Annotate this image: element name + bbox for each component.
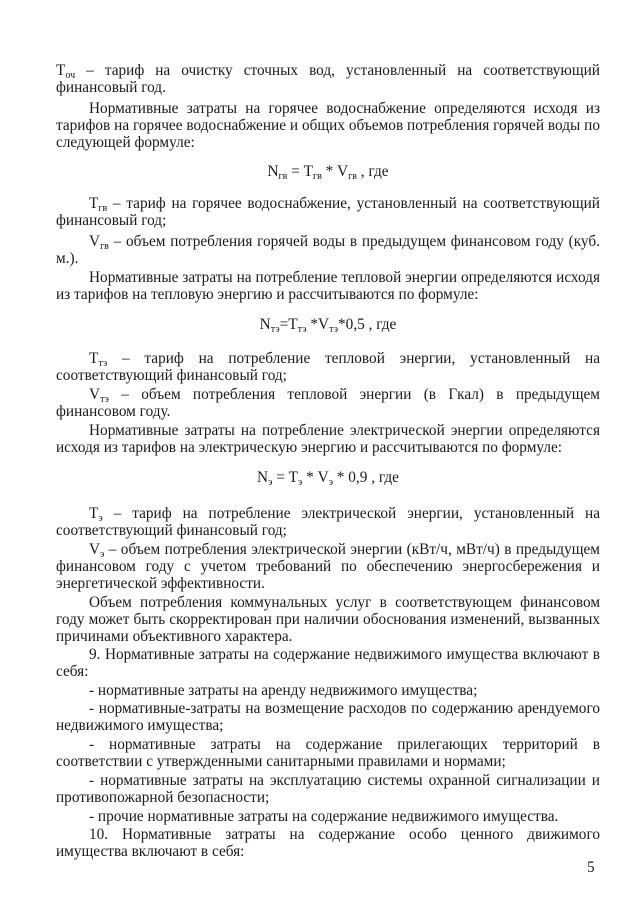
paragraph-text: – тариф на горячее водоснабжение, установленный на соответствующий финансовый год;	[56, 195, 600, 229]
list-item: - прочие нормативные затраты на содержание недвижимого имущества.	[89, 808, 559, 825]
formula-subscript: гв	[312, 171, 322, 182]
symbol: Т	[89, 195, 99, 212]
formula-subscript: гв	[278, 171, 288, 182]
formula-term: N	[257, 469, 269, 486]
section-10-heading: 10. Нормативные затраты на содержание особо ценного движимого имущества включают в себя:	[56, 826, 600, 860]
paragraph-text: – объем потребления тепловой энергии (в Гкал) в предыдущем финансовом году.	[56, 386, 600, 420]
symbol: Т	[56, 62, 66, 79]
formula-term: Т	[288, 469, 299, 486]
paragraph-vte-definition	[56, 386, 600, 420]
formula-operator: =	[287, 163, 304, 180]
paragraph-text: – тариф на потребление тепловой энергии, установленный на соответствующий финансовый год;	[56, 350, 600, 384]
paragraph-text: – тариф на очистку сточных вод, установленный на соответствующий финансовый год.	[56, 62, 600, 96]
formula-tail: * 0,9 , где	[332, 469, 399, 486]
paragraph-text: – объем потребления горячей воды в предыдущем финансовом году (куб. м.).	[56, 233, 600, 267]
formula-operator: *	[321, 163, 338, 180]
symbol: Т	[89, 350, 99, 367]
formula-subscript: тэ	[270, 324, 280, 335]
formula-term: V	[337, 163, 349, 180]
formula-term: N	[267, 163, 279, 180]
paragraph-ve-definition	[56, 541, 600, 592]
formula-operator: *	[302, 469, 318, 486]
formula-subscript: гв	[348, 171, 357, 182]
formula-operator: *	[306, 316, 319, 333]
formula-term: Т	[303, 163, 313, 180]
symbol-subscript: э	[100, 549, 105, 560]
formula-subscript: э	[268, 477, 273, 488]
symbol-subscript: тэ	[100, 394, 109, 405]
list-item: - нормативные-затраты на возмещение расходов по содержанию арендуемого недвижимого имущества;	[56, 700, 600, 734]
formula-term: Т	[288, 316, 298, 333]
paragraph-tte-definition	[56, 350, 600, 384]
symbol: Т	[89, 505, 99, 522]
symbol-subscript: гв	[98, 203, 108, 214]
paragraph-toch-definition	[56, 62, 600, 96]
formula-term: V	[318, 316, 330, 333]
list-item: - нормативные затраты на аренду недвижимого имущества;	[89, 682, 478, 699]
formula-subscript: э	[298, 477, 303, 488]
paragraph-heat-intro: Нормативные затраты на потребление тепловой энергии определяются исходя из тарифов на тепловую энергию и рассчитываются по формуле:	[56, 269, 600, 303]
formula-operator: =	[272, 469, 289, 486]
symbol-subscript: гв	[100, 241, 109, 252]
symbol: V	[89, 386, 101, 403]
formula-heat	[56, 316, 600, 333]
paragraph-utilities-adjustment: Объем потребления коммунальных услуг в соответствующем финансовом году может быть скорректирован при наличии обоснования изменений, вызванных причинами объективного характера.	[56, 594, 600, 645]
formula-subscript: э	[328, 477, 333, 488]
formula-operator: =	[279, 316, 289, 333]
symbol-subscript: оч	[65, 70, 76, 81]
list-item: - нормативные затраты на эксплуатацию системы охранной сигнализации и противопожарной безопасности;	[56, 772, 600, 806]
section-9-heading: 9. Нормативные затраты на содержание недвижимого имущества включают в себя:	[56, 646, 600, 680]
paragraph-tgv-definition	[56, 195, 600, 229]
paragraph-hot-water-intro: Нормативные затраты на горячее водоснабжение определяются исходя из тарифов на горячее водоснабжение и общих объемов потребления горячей воды по следующей формуле:	[56, 100, 600, 151]
paragraph-text: – тариф на потребление электрической энергии, установленный на соответствующий финансовый год;	[56, 505, 600, 539]
formula-term: V	[317, 469, 329, 486]
formula-electricity	[56, 469, 600, 486]
symbol: V	[89, 233, 101, 250]
symbol-subscript: э	[98, 513, 103, 524]
symbol: V	[89, 541, 101, 558]
formula-term: N	[259, 316, 271, 333]
page-number: 5	[587, 859, 595, 876]
list-item: - нормативные затраты на содержание прилегающих территорий в соответствии с утвержденными санитарными правилами и нормами;	[56, 736, 600, 770]
symbol-subscript: тэ	[98, 358, 108, 369]
formula-tail: , где	[356, 163, 389, 180]
paragraph-electricity-intro: Нормативные затраты на потребление электрической энергии определяются исходя из тарифов на электрическую энергию и рассчитываются по формуле:	[56, 422, 600, 456]
formula-subscript: тэ	[329, 324, 339, 335]
paragraph-vgv-definition	[56, 233, 600, 267]
formula-tail: *0,5 , где	[338, 316, 397, 333]
formula-hot-water	[56, 163, 600, 180]
paragraph-te-definition	[56, 505, 600, 539]
paragraph-text: – объем потребления электрической энергии (кВт/ч, мВт/ч) в предыдущем финансовом году с учетом требований по обеспечению энергосбережения и энергетической эффективности.	[56, 541, 600, 592]
formula-subscript: тэ	[297, 324, 307, 335]
